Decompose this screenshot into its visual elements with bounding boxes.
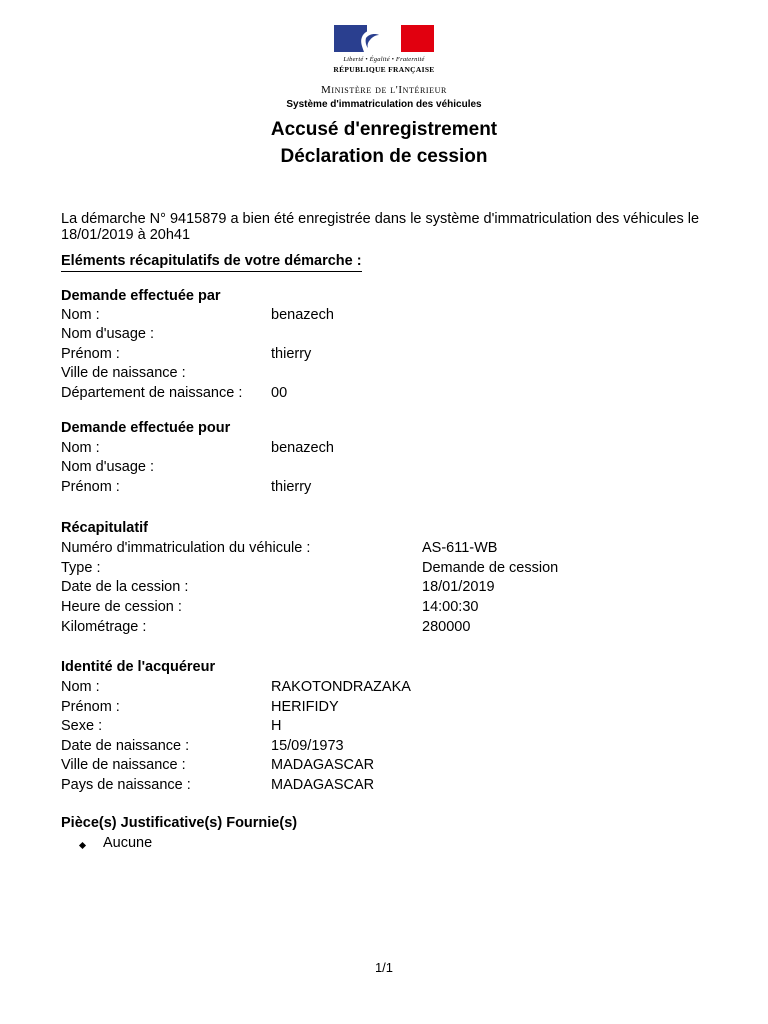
field-value: H xyxy=(271,718,282,734)
field-label: Prénom : xyxy=(61,479,120,495)
field-label: Ville de naissance : xyxy=(61,365,186,381)
recap-row-date-cession xyxy=(61,578,701,596)
beneficiaire-row-prenom xyxy=(61,478,701,496)
acquereur-row-date-naissance xyxy=(61,737,701,755)
page-number: 1/1 xyxy=(374,960,394,975)
diamond-bullet-icon xyxy=(79,842,86,849)
field-value: 00 xyxy=(271,385,288,401)
field-value: 14:00:30 xyxy=(422,599,479,615)
demandeur-row-nom xyxy=(61,306,701,324)
field-label: Nom d'usage : xyxy=(61,459,155,475)
field-value: Demande de cession xyxy=(422,560,559,576)
field-label: Nom : xyxy=(61,307,100,323)
recap-heading: Eléments récapitulatifs de votre démarche : xyxy=(61,253,362,272)
field-value: 280000 xyxy=(422,619,471,635)
field-value: thierry xyxy=(271,346,312,362)
demandeur-row-prenom xyxy=(61,345,701,363)
field-label: Date de la cession : xyxy=(61,579,189,595)
demandeur-row-departement xyxy=(61,384,701,402)
acquereur-row-pays-naissance xyxy=(61,776,701,794)
section-title-demandeur: Demande effectuée par xyxy=(61,288,221,304)
section-title-acquereur: Identité de l'acquéreur xyxy=(61,659,216,675)
list-item-text: Aucune xyxy=(103,835,153,851)
section-title-recapitulatif: Récapitulatif xyxy=(61,520,149,536)
field-label: Heure de cession : xyxy=(61,599,182,615)
republique-francaise-text: RÉPUBLIQUE FRANÇAISE xyxy=(333,65,435,74)
recap-row-type xyxy=(61,559,701,577)
motto-text: Liberté • Égalité • Fraternité xyxy=(343,56,425,63)
marianne-flag-icon xyxy=(296,22,472,56)
field-value: benazech xyxy=(271,440,334,456)
recap-row-heure-cession xyxy=(61,598,701,616)
recap-row-kilometrage xyxy=(61,618,701,636)
field-label: Kilométrage : xyxy=(61,619,147,635)
demandeur-row-nom-usage xyxy=(61,325,701,343)
acquereur-row-nom xyxy=(61,678,701,696)
field-value: 18/01/2019 xyxy=(422,579,495,595)
field-value: RAKOTONDRAZAKA xyxy=(271,679,411,695)
field-value: AS-611-WB xyxy=(422,540,498,556)
beneficiaire-row-nom xyxy=(61,439,701,457)
recap-row-immatriculation xyxy=(61,539,701,557)
field-label: Ville de naissance : xyxy=(61,757,186,773)
field-value: HERIFIDY xyxy=(271,699,339,715)
field-label: Numéro d'immatriculation du véhicule : xyxy=(61,540,311,556)
field-value: MADAGASCAR xyxy=(271,757,375,773)
intro-paragraph: La démarche N° 9415879 a bien été enregistrée dans le système d'immatriculation des véhicules le 18/01/2019 à 20h41 xyxy=(61,211,700,243)
field-label: Département de naissance : xyxy=(61,385,243,401)
ministry-name: Ministère de l'Intérieur xyxy=(321,84,447,96)
field-label: Nom : xyxy=(61,679,100,695)
section-title-pieces: Pièce(s) Justificative(s) Fournie(s) xyxy=(61,815,298,831)
beneficiaire-row-nom-usage xyxy=(61,458,701,476)
field-value: 15/09/1973 xyxy=(271,738,344,754)
acquereur-row-prenom xyxy=(61,698,701,716)
acquereur-row-ville-naissance xyxy=(61,756,701,774)
system-name: Système d'immatriculation des véhicules xyxy=(286,99,482,110)
field-value: thierry xyxy=(271,479,312,495)
field-value: benazech xyxy=(271,307,334,323)
field-label: Date de naissance : xyxy=(61,738,190,754)
field-value: MADAGASCAR xyxy=(271,777,375,793)
field-label: Pays de naissance : xyxy=(61,777,191,793)
republique-francaise-logo xyxy=(296,22,472,78)
document-title: Accusé d'enregistrement xyxy=(270,119,498,140)
field-label: Nom : xyxy=(61,440,100,456)
field-label: Nom d'usage : xyxy=(61,326,155,342)
acquereur-row-sexe xyxy=(61,717,701,735)
document-subtitle: Déclaration de cession xyxy=(280,146,488,167)
field-label: Sexe : xyxy=(61,718,103,734)
field-label: Prénom : xyxy=(61,699,120,715)
field-label: Prénom : xyxy=(61,346,120,362)
field-label: Type : xyxy=(61,560,101,576)
demandeur-row-ville-naissance xyxy=(61,364,701,382)
section-title-beneficiaire: Demande effectuée pour xyxy=(61,420,231,436)
